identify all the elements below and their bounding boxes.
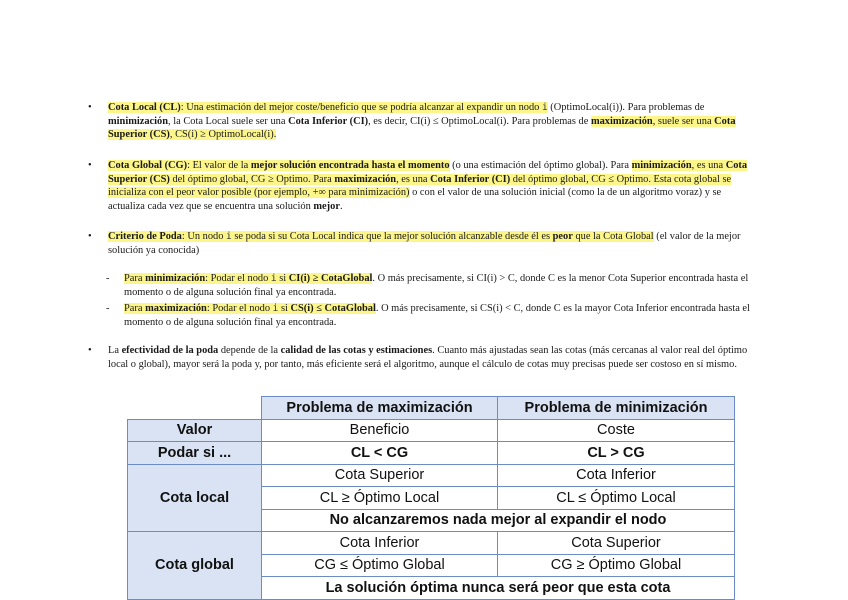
term-calidad-cotas: calidad de las cotas y estimaciones: [280, 345, 433, 356]
text-segment: (o una estimación del óptimo global). Para: [449, 160, 632, 171]
row-label-podar: Podar si ...: [128, 442, 262, 465]
term-cota-superior: Cota Superior (CS): [108, 160, 748, 185]
cell-cg-type-max: Cota Inferior: [262, 532, 498, 555]
code-i: i: [270, 273, 277, 284]
sub-minimizacion-text: [124, 272, 756, 299]
table-row-podar: [128, 442, 735, 465]
bullet-marker: •: [88, 102, 92, 113]
bullet-marker: •: [88, 345, 92, 356]
term-minimizacion: minimización: [145, 273, 206, 284]
condition-cs: CS(i) ≤ CotaGlobal: [290, 303, 376, 314]
cell-valor-min: Coste: [498, 419, 735, 442]
sub-bullet-marker: -: [106, 303, 110, 314]
term-cota-local: Cota Local (CL): [108, 102, 181, 113]
cell-cl-type-max: Cota Superior: [262, 464, 498, 487]
cell-cl-type-min: Cota Inferior: [498, 464, 735, 487]
text-segment: : Un nodo: [181, 231, 227, 242]
sub-bullet-marker: -: [106, 273, 110, 284]
text-segment: : Podar el nodo: [206, 303, 273, 314]
cell-cl-note: No alcanzaremos nada mejor al expandir el nodo: [262, 509, 735, 532]
cota-local-text: [108, 101, 753, 142]
text-segment: Para: [124, 303, 146, 314]
term-criterio-poda: Criterio de Poda: [108, 231, 182, 242]
text-segment: si: [276, 273, 289, 284]
text-segment: , es una: [691, 160, 726, 171]
header-minimizacion: Problema de minimización: [498, 397, 735, 420]
term-cota-global: Cota Global (CG): [108, 160, 188, 171]
bullet-marker: •: [88, 231, 92, 242]
header-maximizacion: Problema de maximización: [262, 397, 498, 420]
row-label-cota-local: Cota local: [128, 464, 262, 532]
text-segment: , es decir, CI(i) ≤ OptimoLocal(i). Para problemas de: [368, 115, 591, 127]
text-segment: , CS(i) ≥ OptimoLocal(i).: [169, 129, 277, 140]
table-row-valor: [128, 419, 735, 442]
row-label-valor: Valor: [128, 419, 262, 442]
cell-cg-note: La solución óptima nunca será peor que esta cota: [262, 577, 735, 600]
text-segment: La: [108, 345, 122, 356]
text-segment: .: [339, 200, 343, 212]
cell-podar-max: CL < CG: [262, 442, 498, 465]
cell-cg-rel-min: CG ≥ Óptimo Global: [498, 554, 735, 577]
text-segment: , es una: [396, 173, 431, 185]
term-mejor: mejor: [313, 200, 340, 212]
text-segment: (el valor de la mejor solución ya conocida): [108, 231, 741, 256]
text-segment: . Cuanto más ajustadas sean las cotas (más cercanas al valor real del óptimo local o global), mayor será la poda y, por tanto, más eficiente será el algoritmo, aunque el cálculo de cotas muy precisas puede ser costoso en sí mismo.: [108, 345, 748, 370]
term-cota-inferior: Cota Inferior (CI): [288, 115, 369, 127]
term-efectividad: efectividad de la poda: [121, 345, 219, 356]
term-minimizacion: minimización: [108, 115, 169, 127]
cota-global-text: [108, 159, 753, 213]
table-row-cota-global-type: [128, 532, 735, 555]
cell-podar-min: CL > CG: [498, 442, 735, 465]
efectividad-text: [108, 344, 753, 371]
term-mejor-solucion: mejor solución encontrada hasta el momento: [250, 160, 450, 171]
criterio-poda-text: [108, 230, 753, 257]
cell-cl-rel-max: CL ≥ Óptimo Local: [262, 487, 498, 510]
term-maximizacion: maximización: [145, 303, 207, 314]
row-label-cota-global: Cota global: [128, 532, 262, 600]
text-segment: se poda si su Cota Local indica que la mejor solución alcanzable desde él es: [231, 231, 553, 242]
term-maximizacion: maximización: [334, 173, 397, 185]
code-i: i: [541, 102, 548, 113]
text-segment: Para: [124, 273, 146, 284]
sub-maximizacion-text: [124, 302, 756, 329]
text-segment: del óptimo global, CG ≥ Optimo. Para: [169, 173, 335, 185]
text-segment: , suele ser una: [652, 115, 715, 127]
term-cota-inferior: Cota Inferior (CI): [430, 173, 511, 185]
text-segment: que la Cota Global: [572, 231, 654, 242]
text-segment: depende de la: [218, 345, 281, 356]
cell-cl-rel-min: CL ≤ Óptimo Local: [498, 487, 735, 510]
code-i: i: [226, 231, 232, 242]
term-maximizacion: maximización: [590, 115, 653, 127]
text-segment: del óptimo global, CG ≤ Optimo. Esta cota global se inicializa con el peor valor posible (por ejemplo, +∞ para minimización): [108, 173, 732, 198]
table-row-cota-local-type: [128, 464, 735, 487]
text-segment: . O más precisamente, si CI(i) > C, donde C es la menor Cota Superior encontrada hasta el momento o de alguna solución final ya encontrada.: [124, 273, 749, 298]
text-segment: : Una estimación del mejor coste/beneficio que se podría alcanzar al expandir un nodo: [180, 102, 542, 113]
term-minimizacion: minimización: [631, 160, 692, 171]
text-segment: , la Cota Local suele ser una: [168, 115, 289, 127]
text-segment: (OptimoLocal(i)). Para problemas de: [547, 102, 705, 113]
table-row-header: [128, 397, 735, 420]
term-peor: peor: [552, 231, 573, 242]
text-segment: . O más precisamente, si CS(i) < C, donde C es la mayor Cota Inferior encontrada hasta el momento o de alguna solución final ya encontrada.: [124, 303, 750, 328]
text-segment: si: [278, 303, 291, 314]
cell-valor-max: Beneficio: [262, 419, 498, 442]
code-i: i: [272, 303, 279, 314]
table-corner-cell: [128, 397, 262, 420]
cell-cg-type-min: Cota Superior: [498, 532, 735, 555]
bullet-marker: •: [88, 160, 92, 171]
text-segment: : El valor de la: [187, 160, 251, 171]
text-segment: : Podar el nodo: [205, 273, 271, 284]
text-segment: o con el valor de una solución inicial (como la de un algoritmo voraz) y se actualiza cada vez que se encuentra una solución: [108, 187, 722, 212]
cell-cg-rel-max: CG ≤ Óptimo Global: [262, 554, 498, 577]
term-cota-superior: Cota Superior (CS): [108, 115, 736, 140]
comparison-table: [127, 396, 735, 600]
condition-ci: CI(i) ≥ CotaGlobal: [288, 273, 373, 284]
